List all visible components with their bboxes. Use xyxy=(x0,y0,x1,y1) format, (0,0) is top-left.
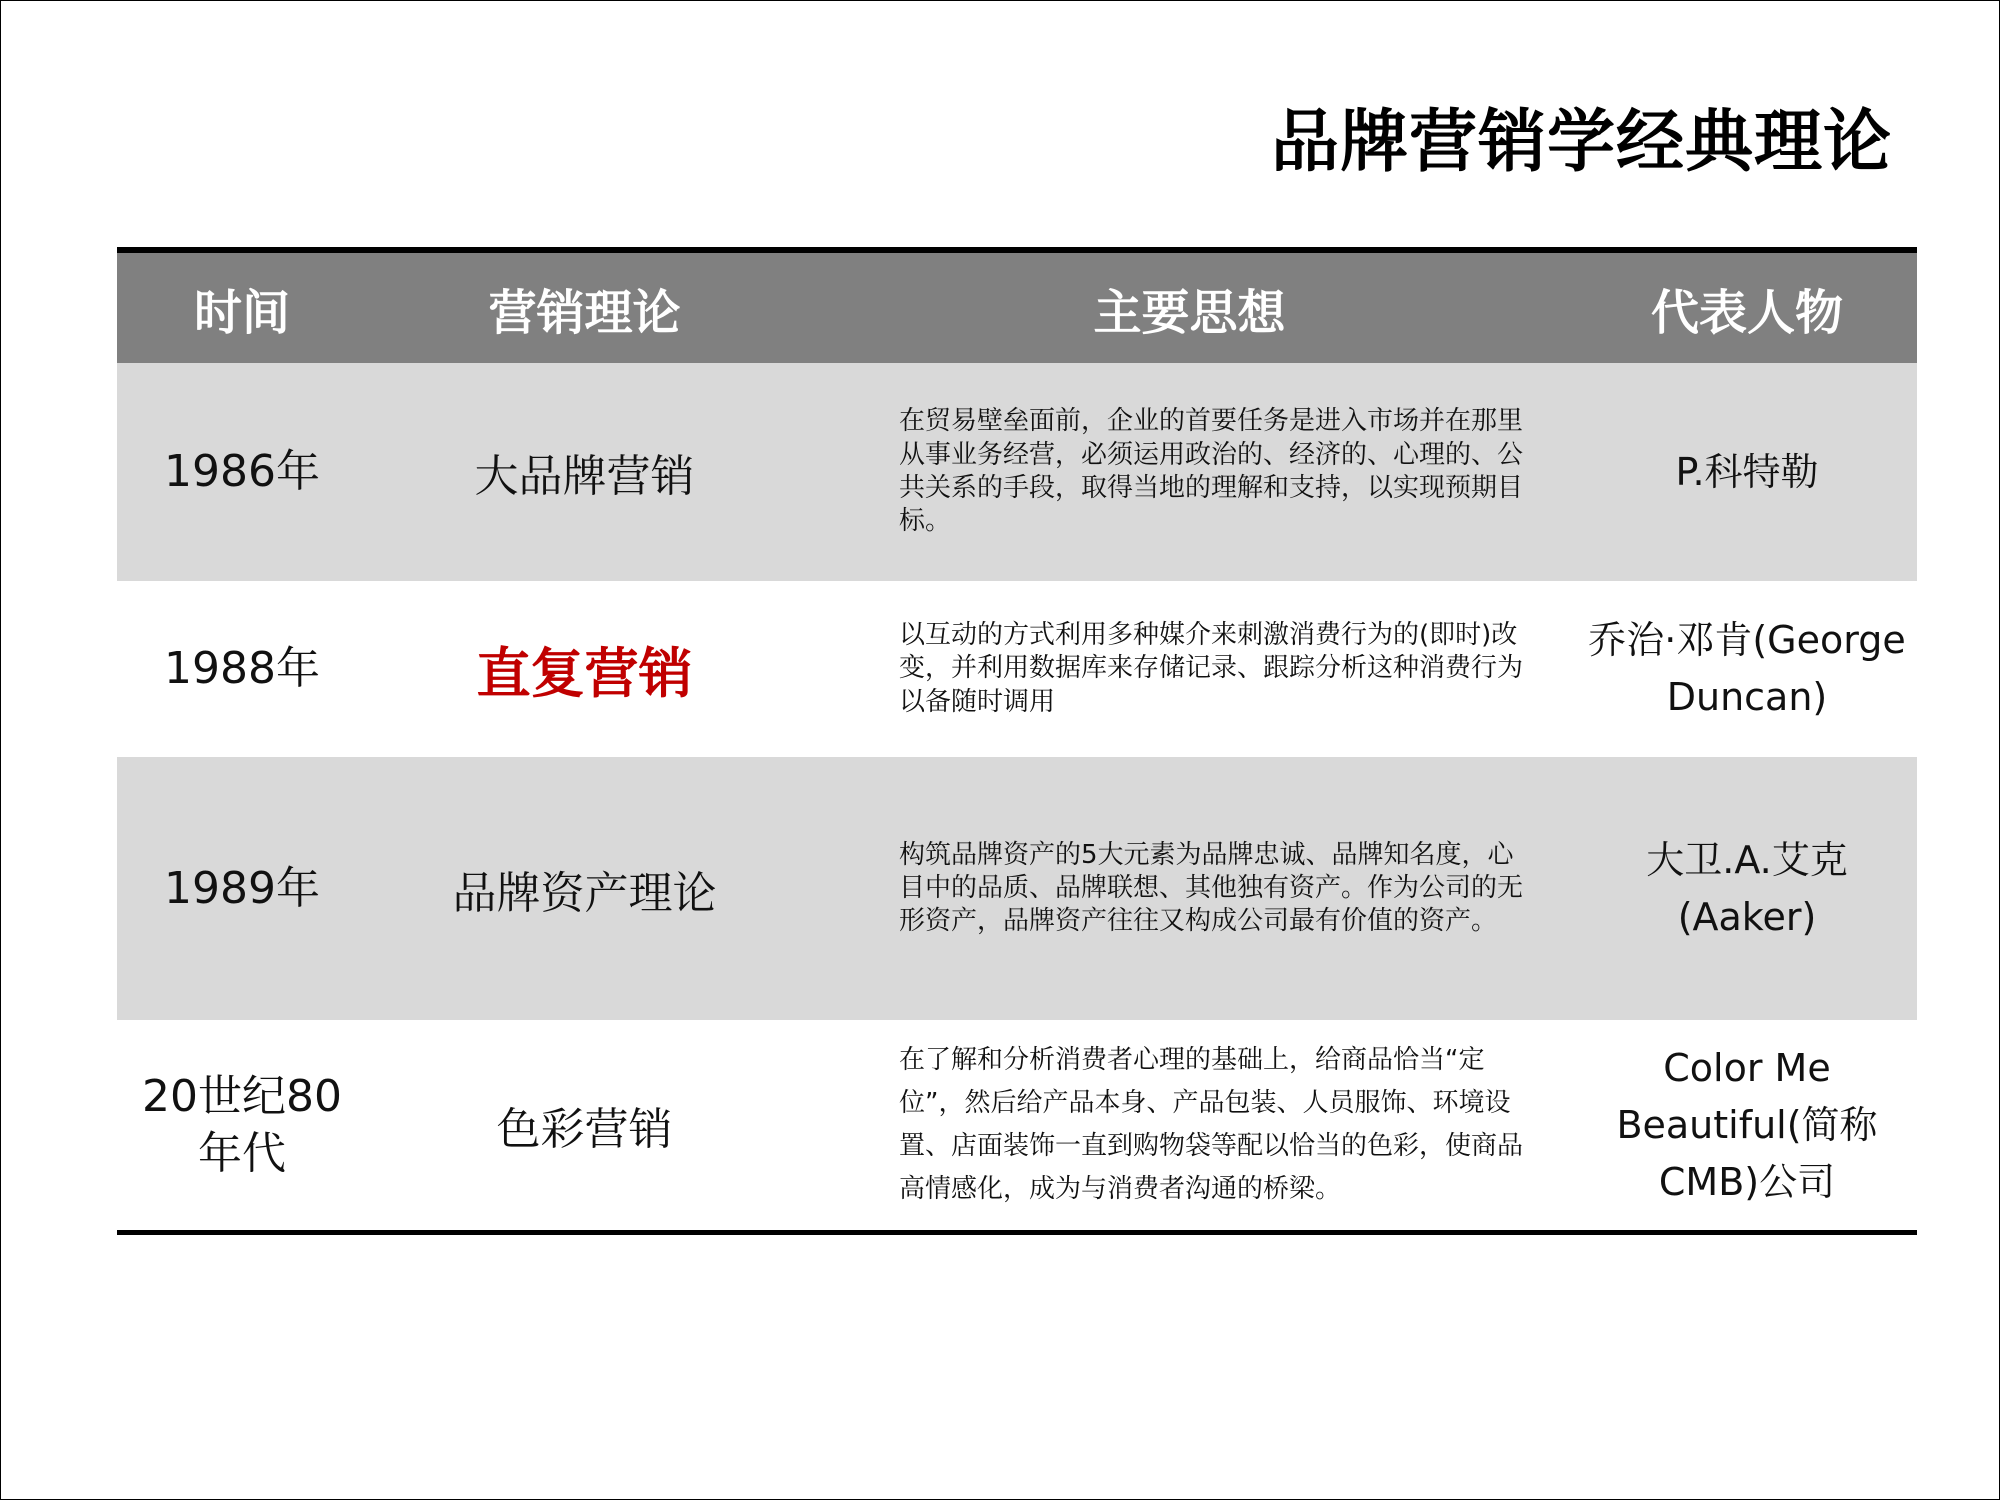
cell-time: 20世纪80年代 xyxy=(142,1070,342,1179)
table-header-row xyxy=(117,253,1917,363)
cell-time: 1988年 xyxy=(164,643,320,695)
table-row xyxy=(117,363,1917,581)
table-row xyxy=(117,581,1917,757)
cell-idea: 在贸易壁垒面前，企业的首要任务是进入市场并在那里从事业务经营，必须运用政治的、经济的、心理的、公共关系的手段，取得当地的理解和支持，以实现预期目标。 xyxy=(899,406,1524,537)
table-bottom-rule xyxy=(117,1230,1917,1235)
cell-theory-highlighted: 直复营销 xyxy=(476,641,693,705)
cell-theory: 大品牌营销 xyxy=(474,451,695,502)
cell-time: 1986年 xyxy=(164,446,320,498)
header-person: 代表人物 xyxy=(1650,284,1843,341)
cell-theory: 品牌资产理论 xyxy=(452,867,717,919)
page-title: 品牌营销学经典理论 xyxy=(1270,103,1892,182)
header-idea: 主要思想 xyxy=(1093,284,1286,341)
cell-theory: 色彩营销 xyxy=(496,1104,673,1155)
cell-person: Color Me Beautiful(简称CMB)公司 xyxy=(1616,1045,1878,1204)
cell-idea: 在了解和分析消费者心理的基础上，给商品恰当“定位”，然后给产品本身、产品包装、人员服饰、环境设置、店面装饰一直到购物袋等配以恰当的色彩，使商品高情感化，成为与消费者沟通的桥梁。 xyxy=(899,1045,1524,1204)
cell-idea: 以互动的方式利用多种媒介来刺激消费行为的(即时)改变，并利用数据库来存储记录、跟踪分析这种消费行为以备随时调用 xyxy=(899,620,1524,717)
cell-time: 1989年 xyxy=(164,862,320,914)
cell-idea: 构筑品牌资产的5大元素为品牌忠诚、品牌知名度，心目中的品质、品牌联想、其他独有资产。作为公司的无形资产，品牌资产往往又构成公司最有价值的资产。 xyxy=(899,839,1524,937)
header-theory: 营销理论 xyxy=(488,284,681,341)
header-time: 时间 xyxy=(193,284,290,341)
table-row xyxy=(117,757,1917,1020)
cell-person: P.科特勒 xyxy=(1675,449,1819,494)
table-row xyxy=(117,1020,1917,1230)
theory-table xyxy=(117,247,1917,1235)
cell-person: 乔治·邓肯(George Duncan) xyxy=(1588,618,1906,719)
cell-person: 大卫.A.艾克(Aaker) xyxy=(1646,837,1848,939)
